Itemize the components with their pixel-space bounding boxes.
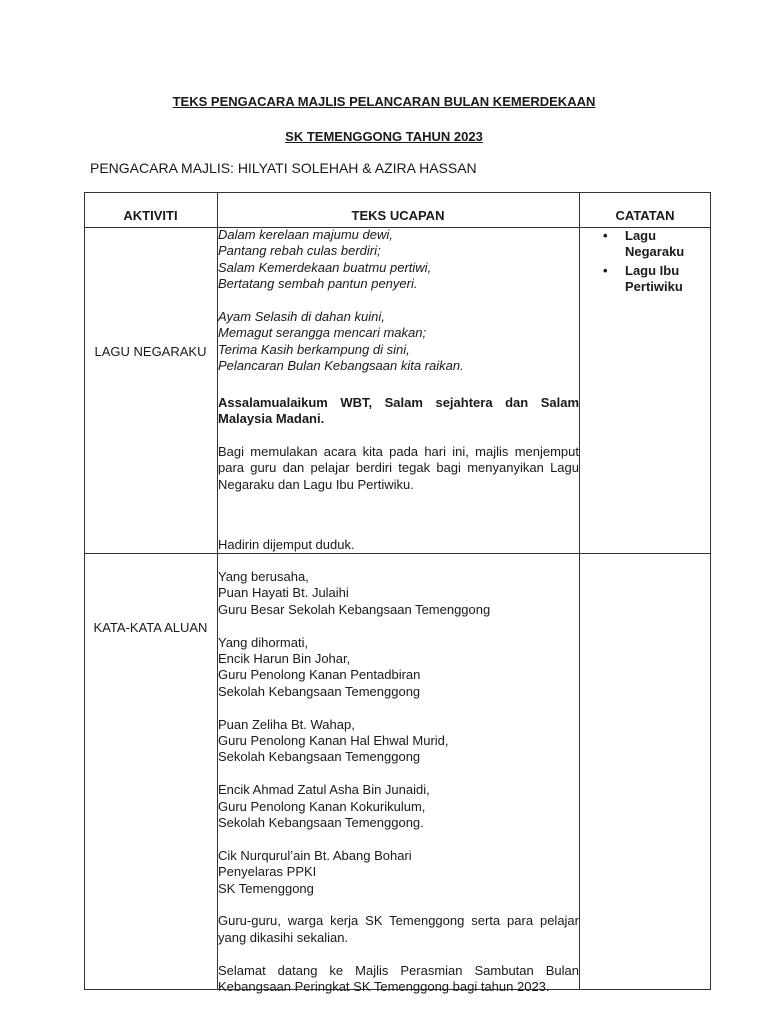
text-line: Yang berusaha, [218,569,309,584]
invite-text: Bagi memulakan acara kita pada hari ini, majlis menjemput para guru dan pelajar berdiri tegak bagi menyanyikan Lagu Negaraku dan Lagu Ibu Pertiwiku. [218,443,579,492]
text-line: Sekolah Kebangsaan Temenggong. [218,815,424,831]
text-paragraph: Selamat datang ke Majlis Perasmian Sambutan Bulan Kebangsaan Peringkat SK Temenggong bagi tahun 2023. [218,962,579,995]
document-title: TEKS PENGACARA MAJLIS PELANCARAN BULAN KEMERDEKAAN [172,94,596,109]
row2-speech [218,569,579,995]
text-line: Penyelaras PPKI [218,864,317,880]
text-line: Yang dihormati, [218,634,309,650]
bullet-icon: • [603,262,608,278]
pantun-line: Ayam Selasih di dahan kuini, [218,309,385,325]
pantun-line: Pelancaran Bulan Kebangsaan kita raikan. [218,358,464,374]
pantun-line: Terima Kasih berkampung di sini, [218,341,410,357]
pantun-1 [218,227,579,293]
text-line: SK Temenggong [218,880,314,896]
text-line: Sekolah Kebangsaan Temenggong [218,749,421,765]
pantun-2 [218,309,579,375]
catatan-item: • Lagu Ibu Pertiwiku [603,262,683,295]
catatan-item: • Lagu Negaraku [603,228,685,260]
greeting: Assalamualaikum WBT, Salam sejahtera dan Salam Malaysia Madani. [218,394,579,427]
mc-names: PENGACARA MAJLIS: HILYATI SOLEHAH & AZIRA HASSAN [90,160,477,176]
column-header-teks-ucapan: TEKS UCAPAN [351,208,445,223]
text-line: Puan Zeliha Bt. Wahap, [218,716,355,732]
column-header-catatan: CATATAN [615,208,675,223]
seated-text: Hadirin dijemput duduk. [218,537,355,552]
row1-speech [218,227,579,493]
pantun-line: Dalam kerelaan majumu dewi, [218,227,393,242]
bullet-icon: • [603,228,608,243]
column-header-aktiviti: AKTIVITI [123,208,178,223]
pantun-line: Salam Kemerdekaan buatmu pertiwi, [218,259,432,275]
column-divider [579,193,580,989]
activity-kata-kata-aluan: KATA-KATA ALUAN [93,620,208,635]
text-line: Guru Penolong Kanan Hal Ehwal Murid, [218,733,449,749]
text-line: Encik Harun Bin Johar, [218,651,351,667]
text-line: Guru Penolong Kanan Kokurikulum, [218,798,426,814]
text-line: Cik Nurqurul’ain Bt. Abang Bohari [218,847,412,863]
text-line: Encik Ahmad Zatul Asha Bin Junaidi, [218,782,430,798]
pantun-line: Bertatang sembah pantun penyeri. [218,276,418,292]
text-line: Puan Hayati Bt. Julaihi [218,585,349,601]
text-paragraph: Guru-guru, warga kerja SK Temenggong serta para pelajar yang dikasihi sekalian. [218,913,579,945]
text-line: Sekolah Kebangsaan Temenggong [218,683,421,699]
text-line: Guru Besar Sekolah Kebangsaan Temenggong [218,601,491,617]
pantun-line: Memagut serangga mencari makan; [218,325,427,341]
document-subtitle: SK TEMENGGONG TAHUN 2023 [285,129,483,144]
catatan-list [597,228,707,298]
activity-lagu-negaraku: LAGU NEGARAKU [94,344,207,359]
pantun-line: Pantang rebah culas berdiri; [218,243,381,259]
text-line: Guru Penolong Kanan Pentadbiran [218,667,421,683]
